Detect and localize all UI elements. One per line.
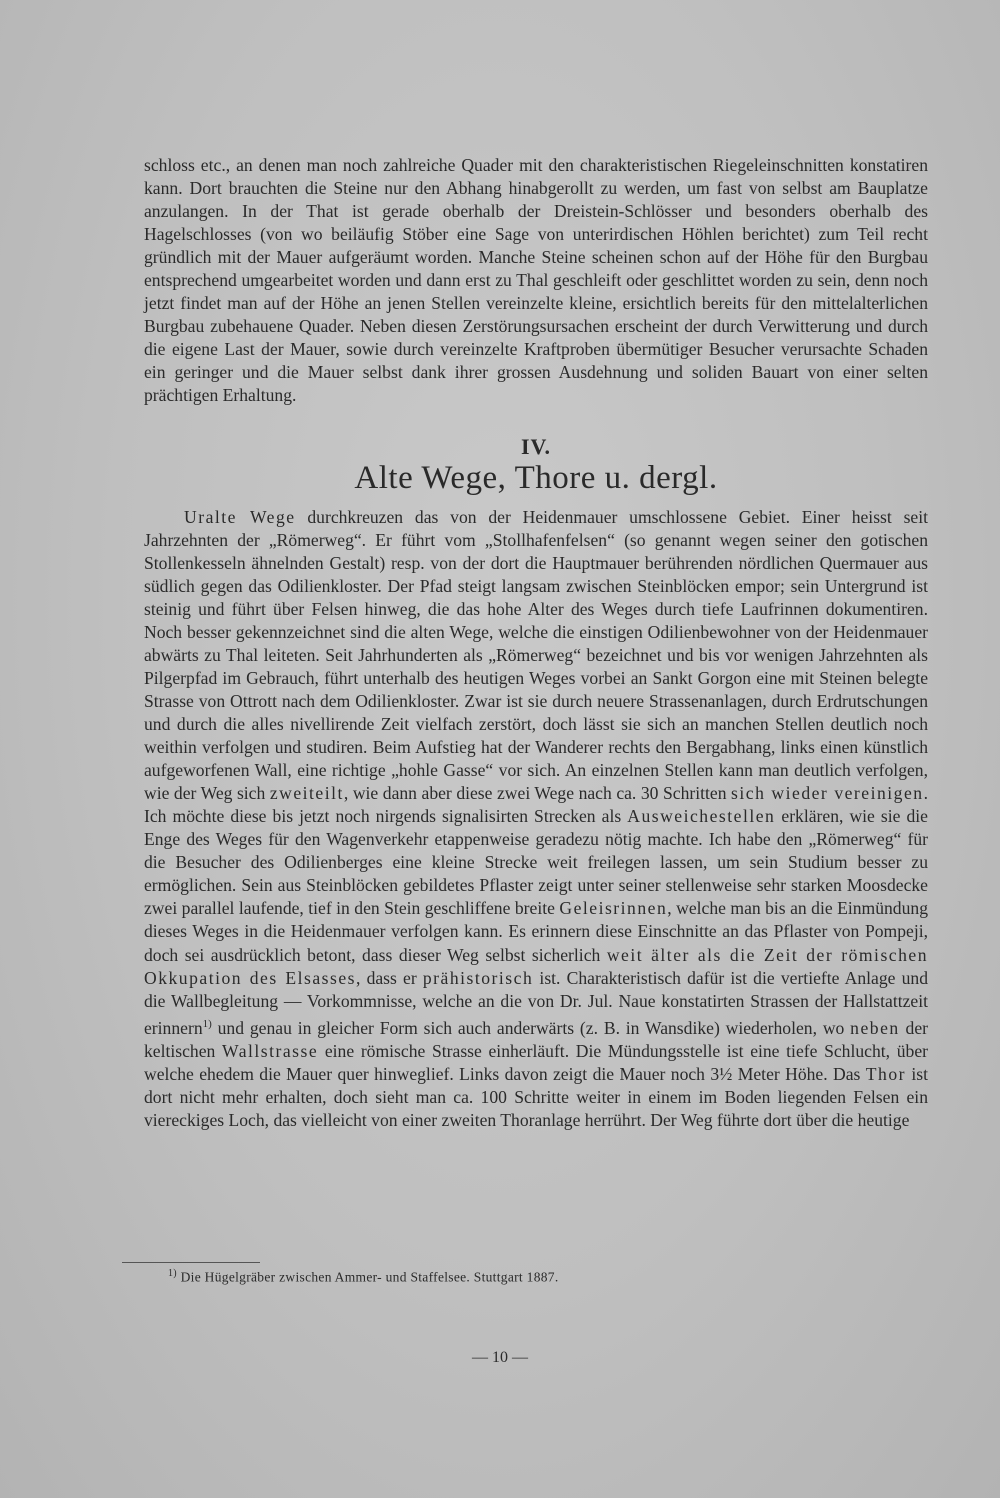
text-run: eine römische Strasse einherläuft. Die Mündungsstelle ist eine tiefe Schlucht, über welche ehedem die Mauer quer hinweglief. Links davon zeigt die Mauer noch 3½ Meter Höhe. Das xyxy=(144,1040,928,1084)
text-run: ist. Charakteristisch dafür ist die vertiefte Anlage und die Wallbegleitung — Vorkommnisse, welche an die von Dr. Jul. Naue konstatirten Strassen der Hallstattzeit erinnern xyxy=(144,967,929,1038)
text-column xyxy=(144,154,928,1132)
footnote xyxy=(168,1268,559,1286)
spaced-emphasis: neben xyxy=(850,1017,900,1038)
text-run: , welche man bis an die Einmündung dieses Weges in die Heidenmauer verfolgen kann. Es erinnern diese Einschnitte an das Pflaster von Pompeji, doch sei ausdrücklich betont, dass dieser Weg selbst sicherlich xyxy=(144,898,928,965)
spaced-emphasis: Thor xyxy=(865,1063,906,1084)
spaced-emphasis: Wallstrasse xyxy=(222,1040,319,1061)
footnote-rule xyxy=(122,1262,260,1263)
spaced-emphasis: Uralte Wege xyxy=(184,506,296,527)
footnote-reference: 1) xyxy=(202,1017,212,1030)
text-run: erklären, wie sie die Enge des Weges für den Wagenverkehr etappenweise geradezu nötig machte. Ich habe den „Römerweg“ für die Besucher des Odilienberges eine kleine Strecke weit freilegen lassen, um sein Studium besser zu ermöglichen. Sein aus Steinblöcken gebildetes Pflaster zeigt unter seiner stellenweise sehr starken Moosdecke zwei parallel laufende, tief in den Stein geschliffene breite xyxy=(144,806,928,919)
text-run: , dass er xyxy=(356,967,423,988)
page-number: — 10 — xyxy=(472,1349,528,1366)
text-run: ist dort nicht mehr erhalten, doch sieht man ca. 100 Schritte weiter in einem im Boden liegenden Felsen ein viereckiges Loch, das vielleicht von einer zweiten Thoranlage herrührt. Der Weg führte dort über die heutige xyxy=(144,1063,928,1130)
section-title: Alte Wege, Thore u. dergl. xyxy=(354,459,718,496)
text-run: durchkreuzen das von der Heidenmauer umschlossene Gebiet. Einer heisst seit Jahrzehnten der „Römerweg“. Er führt vom „Stollhafenfelsen“ (so genannt wegen seiner den gotischen Stollenkesseln ähnelnden Gestalt) resp. von der dort die Hauptmauer berührenden nördlichen Quermauer aus südlich gegen das Odilienkloster. Der Pfad steigt langsam zwischen Steinblöcken empor; sein Untergrund ist steinig und führt über Felsen hinweg, die das hohe Alter des Weges durch tiefe Laufrinnen dokumentiren. Noch besser gekennzeichnet sind die alten Wege, welche die einstigen Odilienbewohner von der Heidenmauer abwärts zu Thal leiteten. Seit Jahrhunderten als „Römerweg“ bezeichnet und bis vor wenigen Jahrzehnten als Pilgerpfad im Gebrauch, führt unterhalb des heutigen Weges vorbei an Sankt Gorgon eine mit Steinen belegte Strasse von Ottrott nach dem Odilienkloster. Zwar ist sie durch neuere Strassenanlagen, durch Erdrutschungen und durch die alles nivellirende Zeit vielfach zerstört, doch lässt sie sich an manchen Stellen deutlich noch weithin verfolgen und studiren. Beim Aufstieg hat der Wanderer rechts den Bergabhang, links einen künstlich aufgeworfenen Wall, eine richtige „hohle Gasse“ vor sich. An einzelnen Stellen kann man deutlich verfolgen, wie der Weg sich xyxy=(144,506,929,804)
text-run: . Ich möchte diese bis jetzt noch nirgends signalisirten Strecken als xyxy=(144,783,928,827)
footnote-text: Die Hügelgräber zwischen Ammer- und Staffelsee. Stuttgart 1887. xyxy=(176,1269,559,1285)
text-run: der keltischen xyxy=(144,1017,928,1061)
section-number: IV. xyxy=(520,433,552,459)
spaced-emphasis: Ausweichestellen xyxy=(627,806,776,827)
spaced-emphasis: Geleisrinnen xyxy=(559,898,668,919)
spaced-emphasis: prähistorisch xyxy=(422,967,534,988)
text-run: und genau in gleicher Form sich auch anderwärts (z. B. in Wansdike) wiederholen, wo xyxy=(211,1017,851,1038)
spaced-emphasis: zweiteilt xyxy=(269,783,344,804)
footnote-marker: 1) xyxy=(168,1268,177,1279)
intro-paragraph: schloss etc., an denen man noch zahlreiche Quader mit den charakteristischen Riegeleinschnitten konstatiren kann. Dort brauchten die Steine nur den Abhang hinabgerollt zu werden, um fast von selbst am Bauplatze anzulangen. In der That ist gerade oberhalb der Dreistein-Schlösser und besonders oberhalb des Hagelschlosses (von wo beiläufig Stöber eine Sage von unterirdischen Höhlen berichtet) zum Teil recht gründlich mit der Mauer aufgeräumt worden. Manche Steine scheinen schon auf der Höhe für den Burgbau entsprechend umgearbeitet worden und dann erst zu Thal geschleift oder geschlittet worden zu sein, denn noch jetzt findet man auf der Höhe an jenen Stellen vereinzelte kleine, ersichtlich bereits für den mittelalterlichen Burgbau zubehauene Quader. Neben diesen Zerstörungsursachen erscheint der durch Verwitterung und durch die eigene Last der Mauer, sowie durch vereinzelte Kraftproben übermütiger Besucher verursachte Schaden ein geringer und die Mauer selbst dank ihrer grossen Ausdehnung und soliden Bauart von einer selten prächtigen Erhaltung. xyxy=(144,155,928,406)
spaced-emphasis: sich wieder vereinigen xyxy=(731,783,924,804)
text-run: , wie dann aber diese zwei Wege nach ca. 30 Schritten xyxy=(343,783,732,804)
spaced-emphasis: weit älter als die Zeit der römischen Okkupation des Elsasses xyxy=(144,944,929,988)
main-paragraph xyxy=(144,506,928,1132)
